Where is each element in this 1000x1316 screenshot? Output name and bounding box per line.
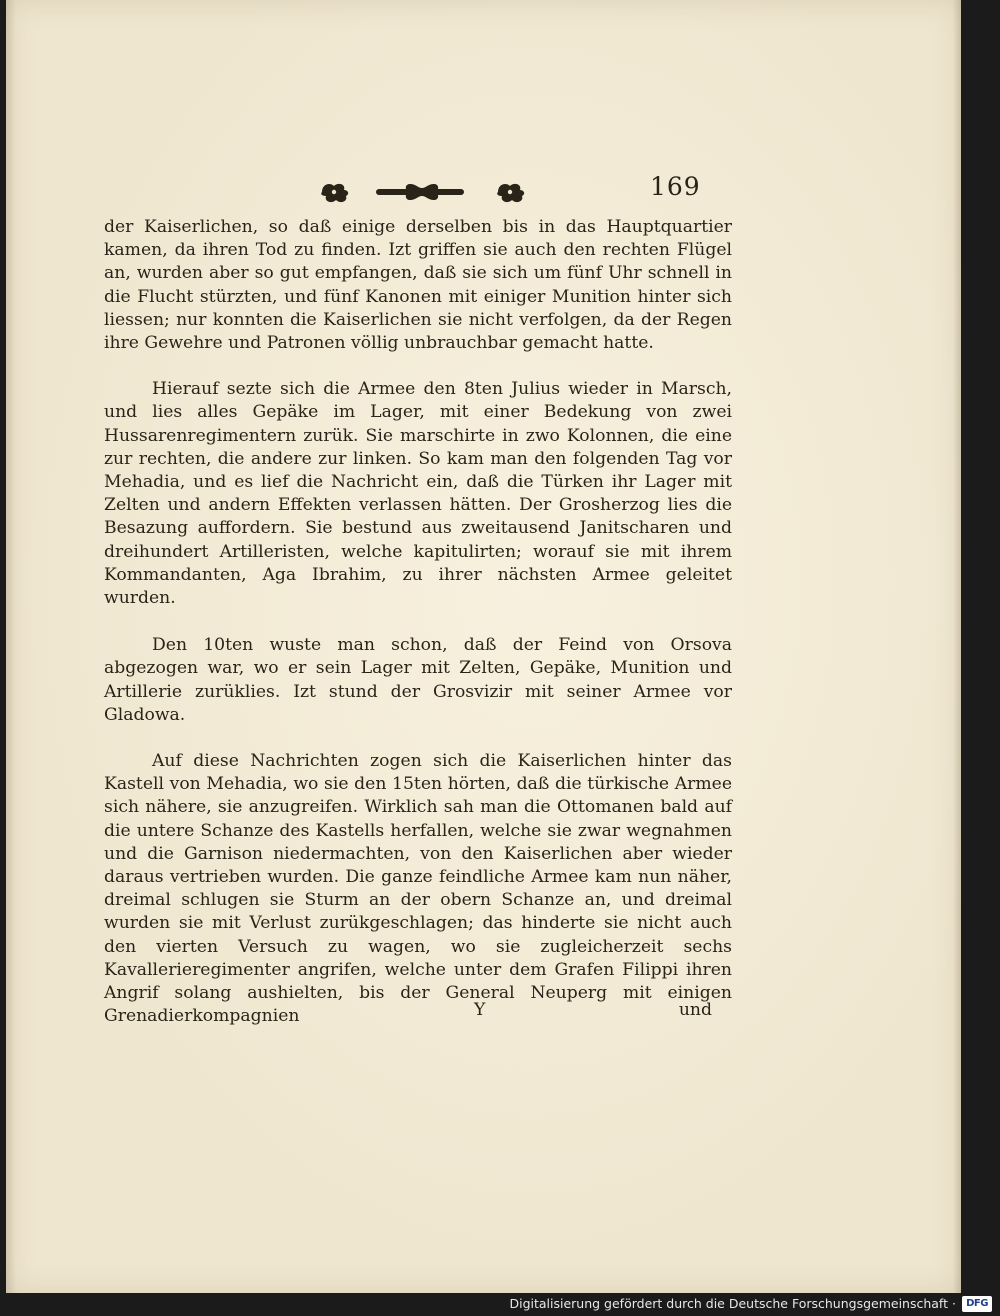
page-number: 169 <box>650 172 701 201</box>
paragraph: Hierauf sezte sich die Armee den 8ten Julius wieder in Marsch, und lies alles Gepäke im Lager, mit einer Bedekung von zwei Hussarenregimentern zurük. Sie marschirte in zwo Kolonnen, die eine zur rechten, die andere zur linken. So kam man den folgenden Tag vor Mehadia, und es lief die Nachricht ein, daß die Türken ihr Lager mit Zelten und andern Effekten verlassen hätten. Der Grosherzog lies die Besazung auffordern. Sie bestund aus zweitausend Janitscharen und dreihundert Artilleristen, welche kapitulirten; worauf sie mit ihrem Kommandanten, Aga Ibrahim, zu ihrer nächsten Armee geleitet wurden. <box>104 379 732 609</box>
catchword: und <box>678 1000 712 1020</box>
body-text <box>104 216 732 1053</box>
page-edge <box>953 0 961 1293</box>
footer-credit-text: Digitalisierung gefördert durch die Deutsche Forschungsgemeinschaft <box>509 1296 949 1311</box>
paragraph: Auf diese Nachrichten zogen sich die Kaiserlichen hinter das Kastell von Mehadia, wo sie den 15ten hörten, daß die türkische Armee sich nähere, sie anzugreifen. Wirklich sah man die Ottomanen bald auf die untere Schanze des Kastells herfallen, welche sie zwar wegnahmen und die Garnison niedermachten, von den Kaiserlichen aber wieder daraus vertrieben wurden. Die ganze feindliche Armee kam nun näher, dreimal schlugen sie Sturm an der obern Schanze an, und dreimal wurden sie mit Verlust zurükgeschlagen; das hinderte sie nicht auch den vierten Versuch zu wagen, wo sie zugleicherzeit sechs Kavallerieregimenter angrifen, welche unter dem Grafen Filippi ihren Angrif solang aushielten, bis der General Neuperg mit einigen Grenadierkompagnien <box>104 751 732 1027</box>
ornament-icon <box>318 178 528 206</box>
catchword-row <box>104 1000 732 1026</box>
footer-separator: · <box>952 1296 956 1311</box>
dfg-logo-icon[interactable]: DFG <box>962 1296 992 1312</box>
footer-credit <box>509 1296 956 1311</box>
paragraph: Den 10ten wuste man schon, daß der Feind von Orsova abgezogen war, wo er sein Lager mit Zelten, Gepäke, Munition und Artillerie zurüklies. Izt stund der Grosvizir mit seiner Armee vor Gladowa. <box>104 635 732 725</box>
book-page <box>6 0 961 1293</box>
signature-mark: Y <box>474 1000 486 1020</box>
paragraph: der Kaiserlichen, so daß einige derselben bis in das Hauptquartier kamen, da ihren Tod zu finden. Izt griffen sie auch den rechten Flügel an, wurden aber so gut empfangen, daß sie sich um fünf Uhr schnell in die Flucht stürzten, und fünf Kanonen mit einiger Munition hinter sich liessen; nur konnten die Kaiserlichen sie nicht verfolgen, da der Regen ihre Gewehre und Patronen völlig unbrauchbar gemacht hatte. <box>104 217 732 354</box>
